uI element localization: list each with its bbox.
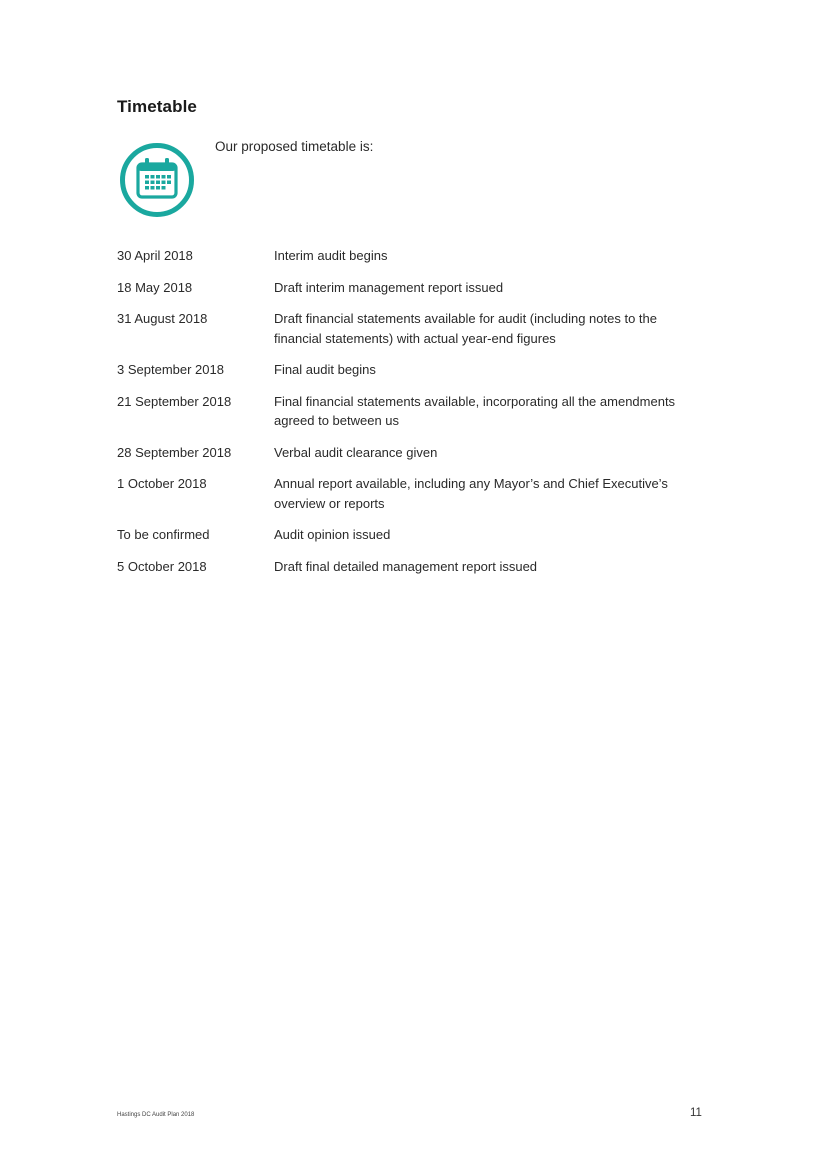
timetable-date: 18 May 2018 xyxy=(117,279,193,295)
section-heading: Timetable xyxy=(117,97,197,116)
timetable-row xyxy=(117,278,697,298)
timetable-row xyxy=(117,392,697,431)
timetable-date: 21 September 2018 xyxy=(117,393,232,409)
timetable-date: 1 October 2018 xyxy=(117,476,207,491)
timetable-date: 31 August 2018 xyxy=(117,311,208,326)
timetable-row xyxy=(117,557,697,577)
timetable-date: 5 October 2018 xyxy=(117,558,207,574)
timetable-event: Draft final detailed management report issued xyxy=(274,558,538,574)
timetable-event: Audit opinion issued xyxy=(274,527,391,542)
timetable-row xyxy=(117,309,697,348)
timetable-row xyxy=(117,443,697,463)
timetable-event: Final audit begins xyxy=(274,362,376,377)
timetable-row xyxy=(117,474,697,513)
timetable-date: 28 September 2018 xyxy=(117,444,232,460)
timetable-row xyxy=(117,246,697,266)
timetable-list xyxy=(117,246,697,588)
timetable-row xyxy=(117,360,697,380)
timetable-event: Draft financial statements available for audit (including notes to the financial statements) with actual year-end figures xyxy=(274,311,657,346)
timetable-date: 30 April 2018 xyxy=(117,248,193,263)
timetable-event: Verbal audit clearance given xyxy=(274,444,438,460)
footer-document-title: Hastings DC Audit Plan 2018 xyxy=(117,1112,195,1118)
timetable-event: Final financial statements available, incorporating all the amendments agreed to between us xyxy=(274,393,676,428)
timetable-date: To be confirmed xyxy=(117,527,210,542)
calendar-icon xyxy=(119,142,195,218)
timetable-row xyxy=(117,525,697,545)
timetable-event: Interim audit begins xyxy=(274,248,388,263)
intro-text: Our proposed timetable is: xyxy=(215,139,374,154)
timetable-event: Annual report available, including any Mayor’s and Chief Executive’s overview or reports xyxy=(274,476,668,511)
page-number: 11 xyxy=(690,1107,702,1119)
timetable-date: 3 September 2018 xyxy=(117,362,224,377)
timetable-event: Draft interim management report issued xyxy=(274,279,504,295)
